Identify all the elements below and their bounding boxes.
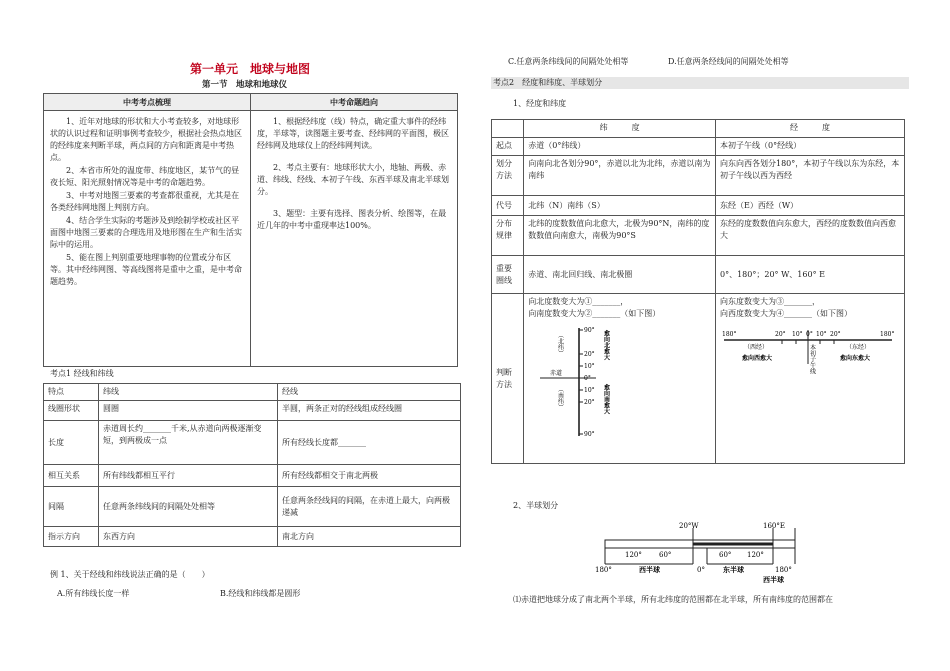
latlon-cell: 向东向西各划分180°，本初子午线以东为东经，本初子午线以西为西经 xyxy=(716,156,905,196)
latlon-cell: 东经（E）西经（W） xyxy=(716,196,905,216)
judge-lat-line-1: 向北度数变大为①_______， xyxy=(528,297,629,306)
compare-cell: 所有纬线都相互平行 xyxy=(99,465,278,487)
judge-lat-cell xyxy=(524,294,716,464)
compare-cell: 所有经线都相交于南北两极 xyxy=(278,465,461,487)
compare-cell: 半圆，两条正对的经线组成经线圈 xyxy=(278,401,461,421)
compare-table xyxy=(43,383,461,547)
latlon-row-label: 起点 xyxy=(492,138,524,156)
lon-tick: 20° xyxy=(775,331,786,338)
hemi-left-180: 180° xyxy=(595,566,612,574)
lat-tick: 20° xyxy=(584,351,595,358)
latlon-cell: 向南向北各划分90°，赤道以北为北纬，赤道以南为南纬 xyxy=(524,156,716,196)
hemi-zero: 0° xyxy=(697,566,705,574)
lat-tick: 90° xyxy=(584,327,595,334)
western-hemisphere-label-2: 西半球 xyxy=(763,575,784,584)
note-equator: ⑴赤道把地球分成了南北两个半球，所有北纬度的范围都在北半球，所有南纬度的范围都在 xyxy=(513,595,833,604)
compare-header-trait: 特点 xyxy=(44,384,99,401)
latitude-diagram xyxy=(536,322,646,442)
latlon-header-lat: 纬 度 xyxy=(524,120,716,138)
latlon-header-lon: 经 度 xyxy=(716,120,905,138)
lon-tick: 180° xyxy=(722,331,737,338)
subhead-lat-lon: 1、经度和纬度 xyxy=(513,99,567,108)
south-increase-text: 愈向南愈大 xyxy=(602,384,610,414)
latlon-cell: 本初子午线（0°经线） xyxy=(716,138,905,156)
summary-header-1: 中考考点梳理 xyxy=(44,94,251,111)
subhead-hemisphere: 2、半球划分 xyxy=(513,501,559,510)
compare-cell: 圆圈 xyxy=(99,401,278,421)
lat-tick: 10° xyxy=(584,387,595,394)
compare-row-label: 间隔 xyxy=(44,487,99,527)
option-a: A.所有纬线长度一样 xyxy=(57,589,130,598)
judge-lon-line-1: 向东度数变大为③_______， xyxy=(720,297,820,306)
lon-tick: 10° xyxy=(816,331,827,338)
point1-title: 考点1 经线和纬线 xyxy=(50,369,114,378)
latlon-cell: 0°、180°；20° W、160° E xyxy=(716,256,905,294)
option-b: B.经线和纬线都是圆形 xyxy=(220,589,301,598)
lat-tick: 20° xyxy=(584,399,595,406)
latlon-cell: 赤道、南北回归线、南北极圈 xyxy=(524,256,716,294)
judge-lon-line-2: 向西度数变大为④_______（如下图） xyxy=(720,309,852,318)
north-lat-label: （北纬） xyxy=(556,332,564,356)
compare-cell: 所有经线长度都_______ xyxy=(278,421,461,465)
longitude-diagram xyxy=(720,324,900,404)
hemi-tick: 120° xyxy=(747,551,764,559)
example-1: 例 1、关于经线和纬线说法正确的是（ ） xyxy=(50,570,210,579)
eastern-hemisphere-label: 东半球 xyxy=(723,565,744,574)
section-title: 第一节 地球和地球仪 xyxy=(202,80,288,90)
compare-cell: 东西方向 xyxy=(99,527,278,547)
latlon-row-label: 划分方法 xyxy=(492,156,524,196)
option-d: D.任意两条经线间的间隔处处相等 xyxy=(668,57,789,66)
compare-cell: 赤道周长约_______千米,从赤道向两极逐渐变短，到两极成一点 xyxy=(99,421,278,465)
point2-title: 考点2 经度和纬度、半球划分 xyxy=(491,77,909,89)
compare-row-label: 长度 xyxy=(44,421,99,465)
option-c: C.任意两条纬线间的间隔处处相等 xyxy=(508,57,629,66)
latlon-row-label: 分布规律 xyxy=(492,216,524,256)
hemisphere-diagram xyxy=(595,520,835,588)
compare-header-lon: 经线 xyxy=(278,384,461,401)
western-hemisphere-label: 西半球 xyxy=(639,565,660,574)
summary-header-2: 中考命题趋向 xyxy=(251,94,458,111)
latlon-row-label: 重要圈线 xyxy=(492,256,524,294)
hemi-tick: 120° xyxy=(625,551,642,559)
prime-meridian-label: 本初子午线 xyxy=(808,344,816,374)
judge-lat-line-2: 向南度数变大为②_______（如下图） xyxy=(528,309,661,318)
lat-tick: 0° xyxy=(584,375,592,382)
hemi-label-20w: 20°W xyxy=(679,522,699,530)
lon-tick: 20° xyxy=(830,331,841,338)
summary-col-2: 1、根据经纬度（线）特点，确定重大事件的经纬度，半球等，读图题主要考查、经纬网的平面图，极区经纬网及地球仪上的经纬网判读。 2、考点主要有：地球形状大小，地轴、两极、赤道、纬线、经线、本初子午线、东西半球及南北半球划分。 3、题型：主要有选择、图表分析、绘图等，在最近几年的中考中重现率达100%。 xyxy=(251,111,458,367)
lon-tick: 10° xyxy=(792,331,803,338)
summary-table xyxy=(43,93,458,367)
summary-col-1: 1、近年对地球的形状和大小考查较多，对地球形状的认识过程和证明事例考查较少，根据社会热点地区的经纬度来判断半球，两点间的方向和距离是中考热点。 2、本省市所处的温度带、纬度地区，某节气的昼夜长短、阳光照射情况等是中考的命题趋势。 3、中考对地图三要素的考查都很重视，尤其是在各类经纬网地图上判别方向。 4、结合学生实际的考题涉及到绘制学校或社区平面图中地图三要素的合理选用及地形图在生产和生活实际中的运用。 5、能在图上判别重要地理事物的位置或分布区等。其中经纬网图、等高线图将是重中之重，是中考命题趋势。 xyxy=(44,111,251,367)
hemi-label-160e: 160°E xyxy=(763,522,785,530)
equator-label: 赤道 xyxy=(550,370,563,377)
latlon-cell: 东经的度数数值向东愈大，西经的度数数值向西愈大 xyxy=(716,216,905,256)
latlon-row-label: 代号 xyxy=(492,196,524,216)
south-lat-label: （南纬） xyxy=(556,386,564,410)
compare-cell: 任意两条纬线间的间隔处处相等 xyxy=(99,487,278,527)
lat-tick: 90° xyxy=(584,431,595,438)
west-lon-label: （西经） xyxy=(744,344,769,351)
latlon-header-empty xyxy=(492,120,524,138)
latlon-cell: 北纬的度数数值向北愈大，北极为90°N，南纬的度数数值向南愈大，南极为90°S xyxy=(524,216,716,256)
compare-row-label: 线圈形状 xyxy=(44,401,99,421)
east-increase-text: 愈向东愈大 xyxy=(840,355,871,362)
lat-tick: 10° xyxy=(584,363,595,370)
east-lon-label: （东经） xyxy=(846,344,871,351)
latlon-cell: 北纬（N）南纬（S） xyxy=(524,196,716,216)
latlon-row-label: 判断方法 xyxy=(492,294,524,464)
hemi-tick: 60° xyxy=(659,551,672,559)
lon-tick: 180° xyxy=(880,331,895,338)
hemi-tick: 60° xyxy=(719,551,732,559)
latlon-cell: 赤道（0°纬线） xyxy=(524,138,716,156)
compare-cell: 南北方向 xyxy=(278,527,461,547)
hemi-right-180: 180° xyxy=(775,566,792,574)
judge-lon-cell xyxy=(716,294,905,464)
latlon-table xyxy=(491,119,905,464)
compare-row-label: 指示方向 xyxy=(44,527,99,547)
unit-title: 第一单元 地球与地图 xyxy=(190,62,311,76)
compare-cell: 任意两条经线间的间隔，在赤道上最大，向两极递减 xyxy=(278,487,461,527)
west-increase-text: 愈向西愈大 xyxy=(742,355,773,362)
north-increase-text: 愈向北愈大 xyxy=(602,330,610,360)
compare-row-label: 相互关系 xyxy=(44,465,99,487)
compare-header-lat: 纬线 xyxy=(99,384,278,401)
lon-tick: 0° xyxy=(806,331,813,338)
